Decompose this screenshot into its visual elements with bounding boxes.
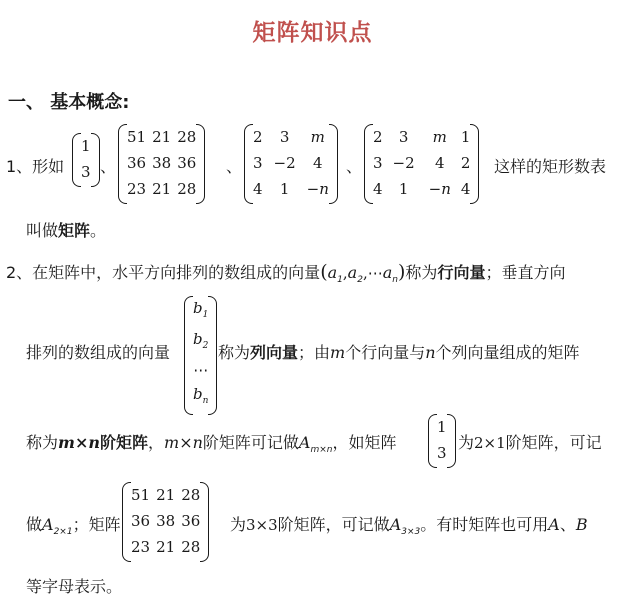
matrix-3x3-a: 51 21 28 36 38 36 23 21 28 xyxy=(118,124,205,202)
separator: 、 xyxy=(100,157,117,176)
p2-line5: 等字母表示。 xyxy=(26,577,123,596)
p2-line2-a: 排列的数组成的向量 xyxy=(26,343,171,362)
p1-line2: 叫做矩阵。 xyxy=(26,221,107,240)
p2-line4-a: 做$A_{2\times 1}$；矩阵 xyxy=(26,515,121,538)
p2-line1: 2、在矩阵中，水平方向排列的数组成的向量$(a_1,a_2,\cdots a_n)$称为行向量；垂直方向 xyxy=(6,261,566,286)
matrix-3x4: 2 3 m 1 3 −2 4 2 4 1 −n 4 xyxy=(364,124,479,202)
matrix-cell: 1 xyxy=(81,137,91,155)
section-heading: 一、 基本概念: xyxy=(8,92,130,113)
matrix-2x1: 1 3 xyxy=(428,414,456,466)
matrix-3x3-c: 51 21 28 36 38 36 23 21 28 xyxy=(122,482,209,560)
p2-line2-b: 称为列向量；由m个行向量与n个列向量组成的矩阵 xyxy=(218,343,580,362)
p2-line4-b: 为3×3阶矩阵，可记做$A_{3\times 3}$。有时矩阵也可用A、B xyxy=(230,515,588,538)
p2-line3-a: 称为m×n阶矩阵，m×n阶矩阵可记做$A_{m\times n}$，如矩阵 xyxy=(26,433,397,456)
p1-prefix: 1、形如 xyxy=(6,157,65,176)
matrix-3x3-b: 2 3 m 3 −2 4 4 1 −n xyxy=(244,124,338,202)
matrix-1x2-col xyxy=(72,133,100,185)
p2-line3-b: 为2×1阶矩阵，可记 xyxy=(458,433,602,452)
separator: 、 xyxy=(346,157,363,176)
separator: 、 xyxy=(226,157,243,176)
matrix-cell: 3 xyxy=(81,163,91,181)
column-vector: $b_1$ $b_2$ ⋯ $b_n$ xyxy=(184,296,217,413)
p1-suffix: 这样的矩形数表 xyxy=(494,157,607,176)
page-title: 矩阵知识点 xyxy=(252,20,373,46)
